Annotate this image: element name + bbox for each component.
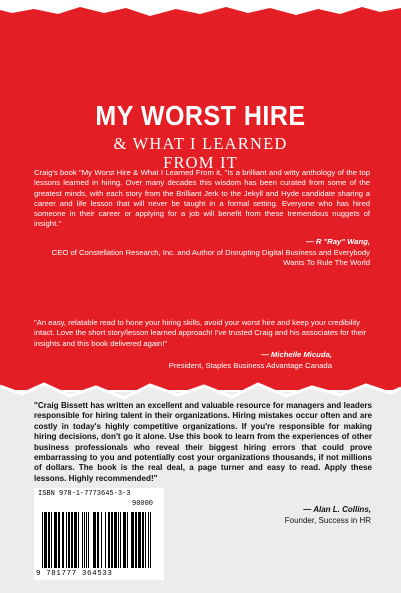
barcode-bar [78,512,79,568]
barcode-bar [108,512,109,568]
barcode-bar [63,512,64,568]
barcode-bar [111,512,112,568]
review-1-author: — R "Ray" Wang, [306,237,370,246]
barcode-bar [95,512,96,568]
barcode-bar [125,512,126,568]
barcode-bar [112,512,113,568]
barcode-bar [76,512,77,568]
barcode-bar [93,512,94,568]
barcode-bar [143,512,144,568]
barcode-bar [88,512,89,568]
barcode-bar [116,512,117,568]
barcode-bar [142,512,143,568]
barcode-bar [133,512,134,568]
barcode-bar [94,512,95,568]
isbn-barcode [34,488,164,580]
barcode-bar [84,512,85,568]
barcode-bar [139,512,140,568]
barcode-bar [135,512,136,568]
barcode-bar [75,512,76,568]
review-1-role: CEO of Constellation Research, Inc. and Author of Disrupting Digital Business and Everybody Wants To Rule The World [51,248,370,268]
torn-edge-bottom [0,372,401,404]
barcode-bar [124,512,125,568]
review-3-role: Founder, Success in HR [284,516,371,525]
barcode-bar [58,512,59,568]
review-3-text: "Craig Bissett has written an excellent and valuable resource for managers and leaders responsible for hiring talent in their organizations. Hiring mistakes occur often and are costly in today's highly competitive organizations. If you're responsible for making hiring decisions, don't go it alone. Use this book to learn from the experiences of other business professionals who reveal their biggest hiring errors that could prove embarrassing to you and potentially cost your organizations thousands, if not millions of dollars. The book is the real deal, a page turner and easy to read. Apply these lessons. Highly recommended!" [34,401,372,483]
barcode-bar [82,512,83,568]
barcode-bar [115,512,116,568]
barcode-bar [127,512,128,568]
review-2-role: President, Staples Business Advantage Canada [168,361,332,370]
barcode-bar [109,512,110,568]
barcode-bars [34,488,164,580]
book-title: MY WORST HIRE [95,100,306,132]
torn-edge-top [0,0,401,22]
review-2-author: — Michelle Micuda, [261,350,332,359]
barcode-bar [118,512,119,568]
isbn-label: ISBN 978-1-7773645-3-3 [38,490,131,498]
barcode-bar [105,512,106,568]
barcode-bar [86,512,87,568]
barcode-bar [69,512,70,568]
barcode-bar [54,512,55,568]
book-subtitle-line1: & WHAT I LEARNED [113,134,288,153]
barcode-bar [66,512,67,568]
barcode-bar [101,512,102,568]
barcode-bar [68,512,69,568]
barcode-bar [62,512,63,568]
barcode-bar [148,512,149,568]
barcode-bar [44,512,45,568]
barcode-bar [45,512,46,568]
review-1-text: Craig's book "My Worst Hire & What I Learned From it, "Is a brilliant and witty anthology of the top lessons learned in hiring. Over many decades this wisdom has been curated from some of the greatest minds, with each story from the Brilliant Jerk to the Jekyll and Hyde candidate sharing a career and life lesson that will never be taught in a formal setting. Everyone who has hired someone in their career or applying for a job will benefit from these tremendous nuggets of insight." [34,168,370,229]
barcode-bar [51,512,52,568]
barcode-bar [59,512,60,568]
barcode-bar [138,512,139,568]
barcode-bar [120,512,121,568]
price-code: 90000 [132,500,154,508]
barcode-bar [114,512,115,568]
barcode-bar [48,512,49,568]
barcode-bar [150,512,151,568]
barcode-bar [46,512,47,568]
barcode-bar [132,512,133,568]
barcode-bar [49,512,50,568]
barcode-bar [55,512,56,568]
barcode-bar [72,512,73,568]
barcode-bar [145,512,146,568]
barcode-bar [98,512,99,568]
barcode-bar [56,512,57,568]
book-subtitle-line2: FROM IT [163,153,238,172]
barcode-bar [42,512,43,568]
review-3-author: — Alan L. Collins, [303,505,371,514]
barcode-bar [131,512,132,568]
barcode-bar [136,512,137,568]
barcode-bar [140,512,141,568]
barcode-bar [74,512,75,568]
barcode-bar [123,512,124,568]
ean-digits: 9 781777 364533 [36,570,113,578]
barcode-bar [71,512,72,568]
barcode-bar [97,512,98,568]
review-2-text: "An easy, relatable read to hone your hiring skills, avoid your worst hire and keep your credibility intact. Love the short story/lesson learned approach! I've trusted Craig and his associates for their insights and this book delivered again!" [34,318,367,348]
